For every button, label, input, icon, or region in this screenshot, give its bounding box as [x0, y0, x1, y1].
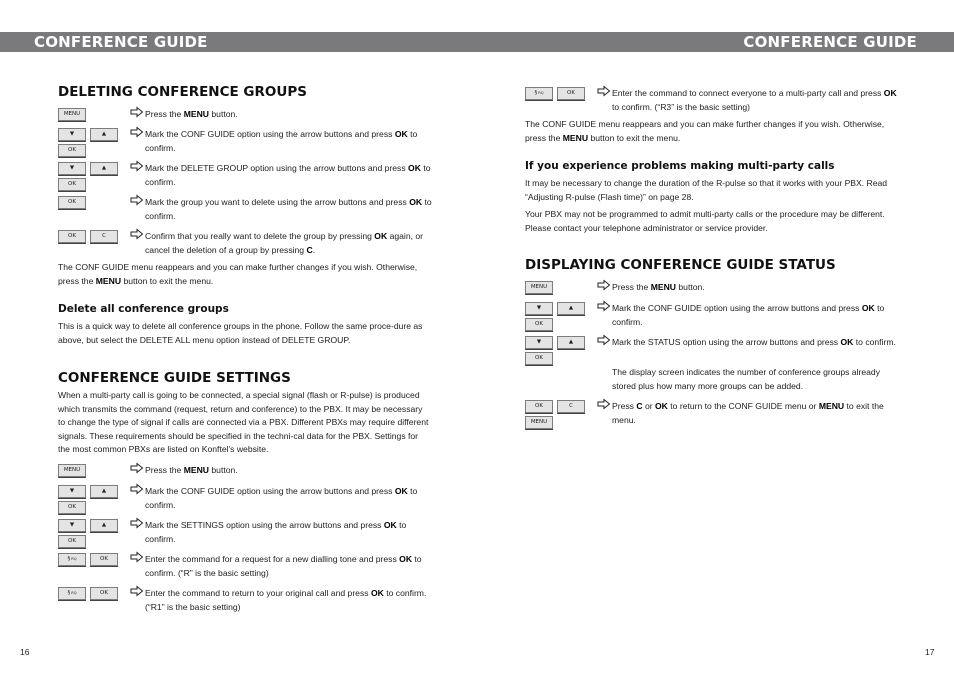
- step-text: Mark the group you want to delete using the arrow buttons and press OK to confirm.: [145, 197, 432, 221]
- step-text: Press C or OK to return to the CONF GUIDE menu or MENU to exit the menu.: [612, 401, 884, 425]
- paragraph-menu-reappears-right: The CONF GUIDE menu reappears and you can make further changes if you wish. Otherwise, press the MENU button to exit the menu.: [525, 119, 885, 143]
- header-title-right: CONFERENCE GUIDE: [743, 33, 917, 51]
- pointing-hand-arrow-icon: [130, 483, 144, 495]
- pointing-hand-arrow-icon: [130, 228, 144, 240]
- menu-key: MENU: [525, 416, 553, 429]
- key-group: [58, 196, 130, 226]
- key-group: [525, 400, 597, 430]
- ok-key: OK: [90, 553, 118, 566]
- paragraph-menu-reappears: The CONF GUIDE menu reappears and you can make further changes if you wish. Otherwise, press the MENU button to exit the menu.: [58, 262, 418, 286]
- step-text: Confirm that you really want to delete the group by pressing OK again, or cancel the deletion of a group by pressing C.: [145, 231, 424, 255]
- step-settings-2: [58, 485, 458, 513]
- step-text: Enter the command to connect everyone to a multi-party call and press OK to confirm. (“R3” is the basic setting): [612, 88, 897, 112]
- ok-key: OK: [58, 144, 86, 157]
- pointing-hand-arrow-icon: [130, 106, 144, 118]
- ok-key: OK: [58, 178, 86, 191]
- key-group: [58, 553, 130, 583]
- key-group: [58, 230, 130, 260]
- up-arrow-key: ▲: [557, 302, 585, 315]
- step-conference-command: [525, 87, 925, 115]
- pointing-hand-arrow-icon: [597, 85, 611, 97]
- pointing-hand-arrow-icon: [130, 160, 144, 172]
- header-title-left: CONFERENCE GUIDE: [34, 33, 208, 51]
- step-delete-4: [58, 196, 458, 224]
- step-text: Mark the CONF GUIDE option using the arrow buttons and press OK to confirm.: [612, 303, 885, 327]
- key-group: [58, 162, 130, 192]
- ok-key: OK: [525, 352, 553, 365]
- key-group: [58, 519, 130, 549]
- ok-key: OK: [525, 400, 553, 413]
- key-group: [525, 302, 597, 332]
- step-text: Press the MENU button.: [145, 109, 238, 119]
- status-note: The display screen indicates the number of conference groups already stored plus how many more groups can be added.: [612, 367, 880, 391]
- pointing-hand-arrow-icon: [597, 334, 611, 346]
- heading-delete-all: Delete all conference groups: [58, 303, 229, 315]
- pointing-hand-arrow-icon: [130, 585, 144, 597]
- step-text: Mark the CONF GUIDE option using the arrow buttons and press OK to confirm.: [145, 129, 418, 153]
- up-arrow-key: ▲: [557, 336, 585, 349]
- pointing-hand-arrow-icon: [597, 300, 611, 312]
- down-arrow-key: ▼: [58, 162, 86, 175]
- page-number-right: 17: [925, 647, 935, 657]
- c-key: C: [90, 230, 118, 243]
- step-text: Press the MENU button.: [612, 282, 705, 292]
- step-text: Mark the STATUS option using the arrow buttons and press OK to confirm.: [612, 337, 896, 347]
- down-arrow-key: ▼: [525, 302, 553, 315]
- header-bar: [0, 32, 954, 52]
- pointing-hand-arrow-icon: [130, 126, 144, 138]
- r-key: §$^{RQ}$: [58, 587, 86, 600]
- step-text: Enter the command for a request for a new dialling tone and press OK to confirm. (“R” is the basic setting): [145, 554, 422, 578]
- up-arrow-key: ▲: [90, 519, 118, 532]
- page-number-left: 16: [20, 647, 30, 657]
- step-text: Mark the SETTINGS option using the arrow buttons and press OK to confirm.: [145, 520, 407, 544]
- step-text: Mark the DELETE GROUP option using the arrow buttons and press OK to confirm.: [145, 163, 431, 187]
- pointing-hand-arrow-icon: [597, 398, 611, 410]
- step-delete-3: [58, 162, 458, 190]
- down-arrow-key: ▼: [58, 128, 86, 141]
- r-key: §$^{RQ}$: [525, 87, 553, 100]
- menu-key: MENU: [525, 281, 553, 294]
- menu-key: MENU: [58, 108, 86, 121]
- up-arrow-key: ▲: [90, 162, 118, 175]
- step-status-2: [525, 302, 925, 330]
- c-key: C: [557, 400, 585, 413]
- ok-key: OK: [525, 318, 553, 331]
- paragraph-problems-1: It may be necessary to change the duration of the R-pulse so that it works with your PBX. Read “Adjusting R-pulse (Flash time)” on page 28.: [525, 178, 888, 202]
- key-group: [525, 336, 597, 366]
- pointing-hand-arrow-icon: [597, 279, 611, 291]
- paragraph-delete-all: This is a quick way to delete all conference groups in the phone. Follow the same proce-dure as above, but select the DELETE ALL menu option instead of DELETE GROUP.: [58, 321, 423, 345]
- up-arrow-key: ▲: [90, 128, 118, 141]
- step-settings-5: [58, 587, 458, 615]
- ok-key: OK: [58, 196, 86, 209]
- pointing-hand-arrow-icon: [130, 517, 144, 529]
- down-arrow-key: ▼: [525, 336, 553, 349]
- ok-key: OK: [58, 230, 86, 243]
- pointing-hand-arrow-icon: [130, 194, 144, 206]
- paragraph-settings: When a multi-party call is going to be connected, a special signal (flash or R-pulse) is produced which transmits the command (request, return and conference) to the PBX. It may be necessary to change the type of signal if calls are connected via a PBX. Different PBXs may require different signals. These requirements should be specified in the techni-cal data for the PBX. Settings for the most common PBXs are listed on Konftel's website.: [58, 390, 429, 455]
- key-group: [58, 128, 130, 158]
- step-status-4: [525, 400, 925, 434]
- heading-settings: CONFERENCE GUIDE SETTINGS: [58, 370, 291, 386]
- key-group: [58, 485, 130, 515]
- heading-deleting-groups: DELETING CONFERENCE GROUPS: [58, 84, 307, 100]
- heading-problems: If you experience problems making multi-party calls: [525, 160, 835, 172]
- key-group: [525, 87, 597, 117]
- ok-key: OK: [557, 87, 585, 100]
- ok-key: OK: [90, 587, 118, 600]
- step-settings-4: [58, 553, 458, 581]
- step-settings-3: [58, 519, 458, 547]
- pointing-hand-arrow-icon: [130, 462, 144, 474]
- down-arrow-key: ▼: [58, 485, 86, 498]
- step-delete-2: [58, 128, 458, 156]
- step-text: Mark the CONF GUIDE option using the arrow buttons and press OK to confirm.: [145, 486, 418, 510]
- pointing-hand-arrow-icon: [130, 551, 144, 563]
- key-group: [58, 587, 130, 617]
- paragraph-problems-2: Your PBX may not be programmed to admit multi-party calls or the procedure may be different. Please contact your telephone administrator or service provider.: [525, 209, 885, 233]
- step-delete-5: [58, 230, 458, 258]
- menu-key: MENU: [58, 464, 86, 477]
- up-arrow-key: ▲: [90, 485, 118, 498]
- step-text: Enter the command to return to your original call and press OK to confirm. (“R1” is the basic setting): [145, 588, 427, 612]
- down-arrow-key: ▼: [58, 519, 86, 532]
- ok-key: OK: [58, 501, 86, 514]
- step-status-3: [525, 336, 925, 396]
- r-key: §$^{RQ}$: [58, 553, 86, 566]
- ok-key: OK: [58, 535, 86, 548]
- heading-status: DISPLAYING CONFERENCE GUIDE STATUS: [525, 257, 836, 273]
- step-text: Press the MENU button.: [145, 465, 238, 475]
